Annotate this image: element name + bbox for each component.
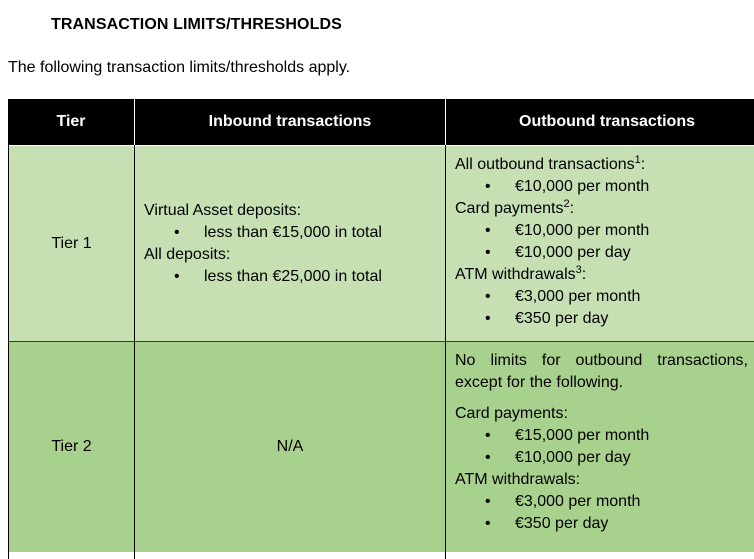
tier1-inbound-group-label: All deposits: [144, 246, 231, 263]
list-item: • €350 per day [455, 513, 754, 535]
list-item: • less than €25,000 in total [144, 266, 445, 288]
list-item: • €10,000 per day [455, 242, 754, 264]
header-tier: Tier [8, 99, 134, 145]
bullet-icon: • [174, 224, 180, 241]
list-item: • €10,000 per month [455, 176, 754, 198]
tier1-inbound-cell [135, 146, 445, 341]
tier2-outbound-note: No limits for outbound transactions, except for the following. [455, 352, 748, 391]
bullet-icon: • [485, 288, 491, 305]
bullet-icon: • [485, 244, 491, 261]
bullet-icon: • [485, 515, 491, 532]
tier1-inbound-group-label: Virtual Asset deposits: [144, 202, 302, 219]
list-item: • €10,000 per day [455, 447, 754, 469]
tier1-label: Tier 1 [51, 234, 92, 252]
header-divider-2 [445, 103, 446, 145]
list-item: • less than €15,000 in total [144, 222, 445, 244]
column-divider-1 [134, 145, 135, 559]
transaction-limits-table [8, 99, 754, 559]
tier2-inbound-value: N/A [276, 438, 304, 455]
column-divider-2 [445, 145, 446, 559]
tier2-outbound-group-label: Card payments: [455, 405, 568, 422]
list-item: • €15,000 per month [455, 425, 754, 447]
page-title: TRANSACTION LIMITS/THRESHOLDS [51, 16, 342, 33]
footnote-marker: 1 [634, 154, 641, 166]
column-divider-left [8, 145, 9, 559]
bullet-icon: • [485, 310, 491, 327]
tier2-outbound-group-label: ATM withdrawals: [455, 471, 581, 488]
list-item: • €10,000 per month [455, 220, 754, 242]
list-item: • €350 per day [455, 308, 754, 330]
tier2-label-cell [9, 342, 134, 552]
header-outbound: Outbound transactions [446, 99, 754, 145]
list-item: • €3,000 per month [455, 491, 754, 513]
header-inbound: Inbound transactions [135, 99, 445, 145]
bullet-icon: • [485, 493, 491, 510]
header-divider-1 [134, 103, 135, 145]
bullet-icon: • [485, 178, 491, 195]
tier2-label: Tier 2 [51, 438, 92, 455]
tier1-outbound-group-label: ATM withdrawals$^3$: [455, 264, 587, 283]
footnote-marker: 2 [563, 198, 570, 210]
tier1-outbound-group-label: Card payments$^2$: [455, 198, 575, 217]
list-item: • €3,000 per month [455, 286, 754, 308]
bullet-icon: • [485, 427, 491, 444]
tier1-outbound-cell [446, 146, 754, 341]
bullet-icon: • [174, 268, 180, 285]
intro-paragraph: The following transaction limits/thresholds apply. [8, 59, 351, 76]
bullet-icon: • [485, 449, 491, 466]
bullet-icon: • [485, 222, 491, 239]
tier1-label-cell [9, 146, 134, 341]
tier1-outbound-group-label: All outbound transactions$^1$: [455, 154, 646, 173]
footnote-marker: 3 [575, 264, 582, 276]
tier2-outbound-cell [446, 342, 754, 552]
tier2-inbound-cell [135, 342, 445, 552]
